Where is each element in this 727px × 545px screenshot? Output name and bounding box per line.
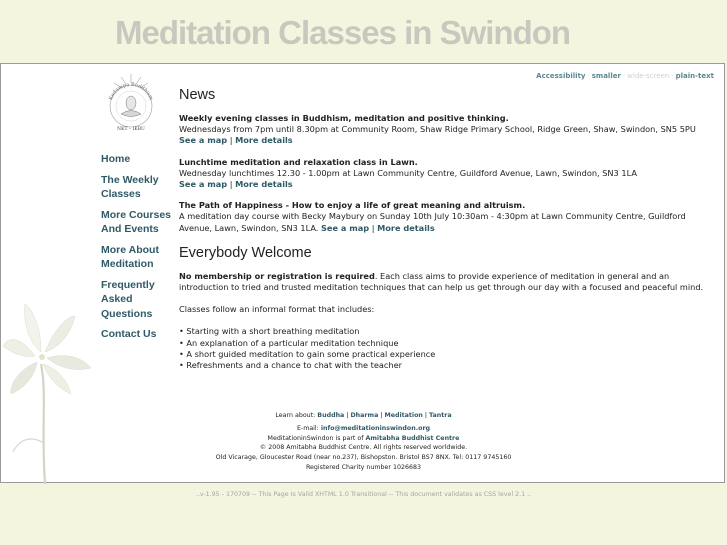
news-item: [179, 113, 719, 147]
nav-weekly-classes[interactable]: The Weekly Classes: [101, 173, 159, 200]
news-heading: News: [179, 87, 216, 103]
news-item-detail: Wednesday lunchtimes 12.30 - 1.00pm at Lawn Community Centre, Guildford Avenue, Lawn, Swindon, SN3 1LA: [179, 167, 637, 178]
nav-home[interactable]: Home: [101, 153, 131, 165]
plain-text-link[interactable]: plain-text: [675, 72, 714, 80]
link-separator: |: [227, 135, 236, 146]
link-separator: |: [378, 412, 385, 419]
logo-caption: NKT – IKBU: [117, 127, 145, 132]
link-separator: |: [227, 179, 236, 190]
format-list: [179, 326, 719, 371]
address: Old Vicarage, Gloucester Road (near no.237), Bishopston. Bristol BS7 8NX. Tel: 0117 9745160: [215, 454, 512, 462]
learn-meditation-link[interactable]: Meditation: [384, 412, 423, 419]
news-item-title: Lunchtime meditation and relaxation class in Lawn.: [179, 156, 418, 167]
nav-faq[interactable]: Frequently Asked Questions: [101, 278, 155, 320]
news-item: [179, 200, 719, 234]
learn-dharma-link[interactable]: Dharma: [350, 412, 379, 419]
learn-tantra-link[interactable]: Tantra: [429, 412, 452, 419]
copyright: © 2008 Amitabha Buddhist Centre. All rights reserved worldwide.: [259, 444, 468, 452]
news-item-title: The Path of Happiness - How to enjoy a life of great meaning and altruism.: [179, 200, 526, 211]
list-item: • Starting with a short breathing meditation: [179, 326, 360, 337]
format-intro: Classes follow an informal format that includes:: [179, 304, 375, 315]
list-item: • An explanation of a particular meditation technique: [179, 337, 399, 348]
nav-contact[interactable]: Contact Us: [101, 328, 157, 340]
link-separator: |: [344, 412, 351, 419]
validation-notice: ..v-1.95 - 170709 -- This Page Is Valid XHTML 1.0 Transitional -- This document validates as CSS level 2.1 ..: [195, 491, 532, 498]
welcome-intro-text: . Each class aims to provide experience of meditation in general and an introduction to tried and trusted meditation techniques that can help us get through our day with a focused and peaceful mind.: [179, 270, 704, 293]
more-details-link[interactable]: More details: [235, 179, 293, 190]
nav-courses-events[interactable]: More Courses And Events: [101, 208, 172, 235]
logo-arc-text: Kadampa Buddhism: [108, 81, 154, 102]
smaller-text-link[interactable]: smaller: [591, 72, 621, 80]
learn-buddha-link[interactable]: Buddha: [317, 412, 345, 419]
news-item-detail: Wednesdays from 7pm until 8.30pm at Community Room, Shaw Ridge Primary School, Ridge Green, Shaw, Swindon, SN5 5PU: [179, 124, 696, 135]
see-map-link[interactable]: See a map: [179, 179, 228, 190]
part-of-text: MeditationinSwindon is part of: [267, 434, 364, 442]
nav-about-meditation[interactable]: More About Meditation: [101, 243, 159, 270]
learn-about-label: Learn about:: [275, 412, 316, 419]
list-item: • A short guided meditation to gain some practical experience: [179, 348, 436, 359]
page-frame: [0, 63, 725, 483]
footer: [1, 411, 726, 473]
site-title: Meditation Classes in Swindon: [115, 14, 571, 51]
email-link[interactable]: info@meditationinswindon.org: [320, 424, 431, 432]
link-separator: |: [422, 412, 430, 419]
amitabha-link[interactable]: Amitabha Buddhist Centre: [365, 434, 460, 442]
widescreen-label: wide-screen: [627, 72, 670, 80]
accessibility-bar: Accessibility · smaller · wide-screen · plain-text: [536, 72, 714, 80]
welcome-intro: [179, 271, 719, 293]
more-details-link[interactable]: More details: [235, 135, 293, 146]
link-separator: |: [369, 222, 378, 233]
more-details-link[interactable]: More details: [377, 222, 435, 233]
see-map-link[interactable]: See a map: [321, 222, 370, 233]
news-item: [179, 157, 719, 191]
welcome-intro-bold: No membership or registration is required: [179, 270, 375, 281]
welcome-heading: Everybody Welcome: [179, 244, 312, 261]
sidebar-nav: [101, 152, 179, 348]
see-map-link[interactable]: See a map: [179, 135, 228, 146]
main-content: [179, 86, 719, 371]
accessibility-link[interactable]: Accessibility: [536, 72, 586, 80]
kadampa-logo[interactable]: [103, 72, 159, 132]
news-item-title: Weekly evening classes in Buddhism, meditation and positive thinking.: [179, 113, 509, 123]
news-item-detail: A meditation day course with Becky Maybury on Sunday 10th July 10:30am - 4:30pm at Lawn Community Centre, Guildford Avenue, Lawn, Swindon, SN3 1LA.: [179, 211, 686, 233]
charity-number: Registered Charity number 1026683: [305, 463, 422, 471]
list-item: • Refreshments and a chance to chat with the teacher: [179, 360, 403, 371]
email-label: E-mail:: [296, 424, 319, 432]
